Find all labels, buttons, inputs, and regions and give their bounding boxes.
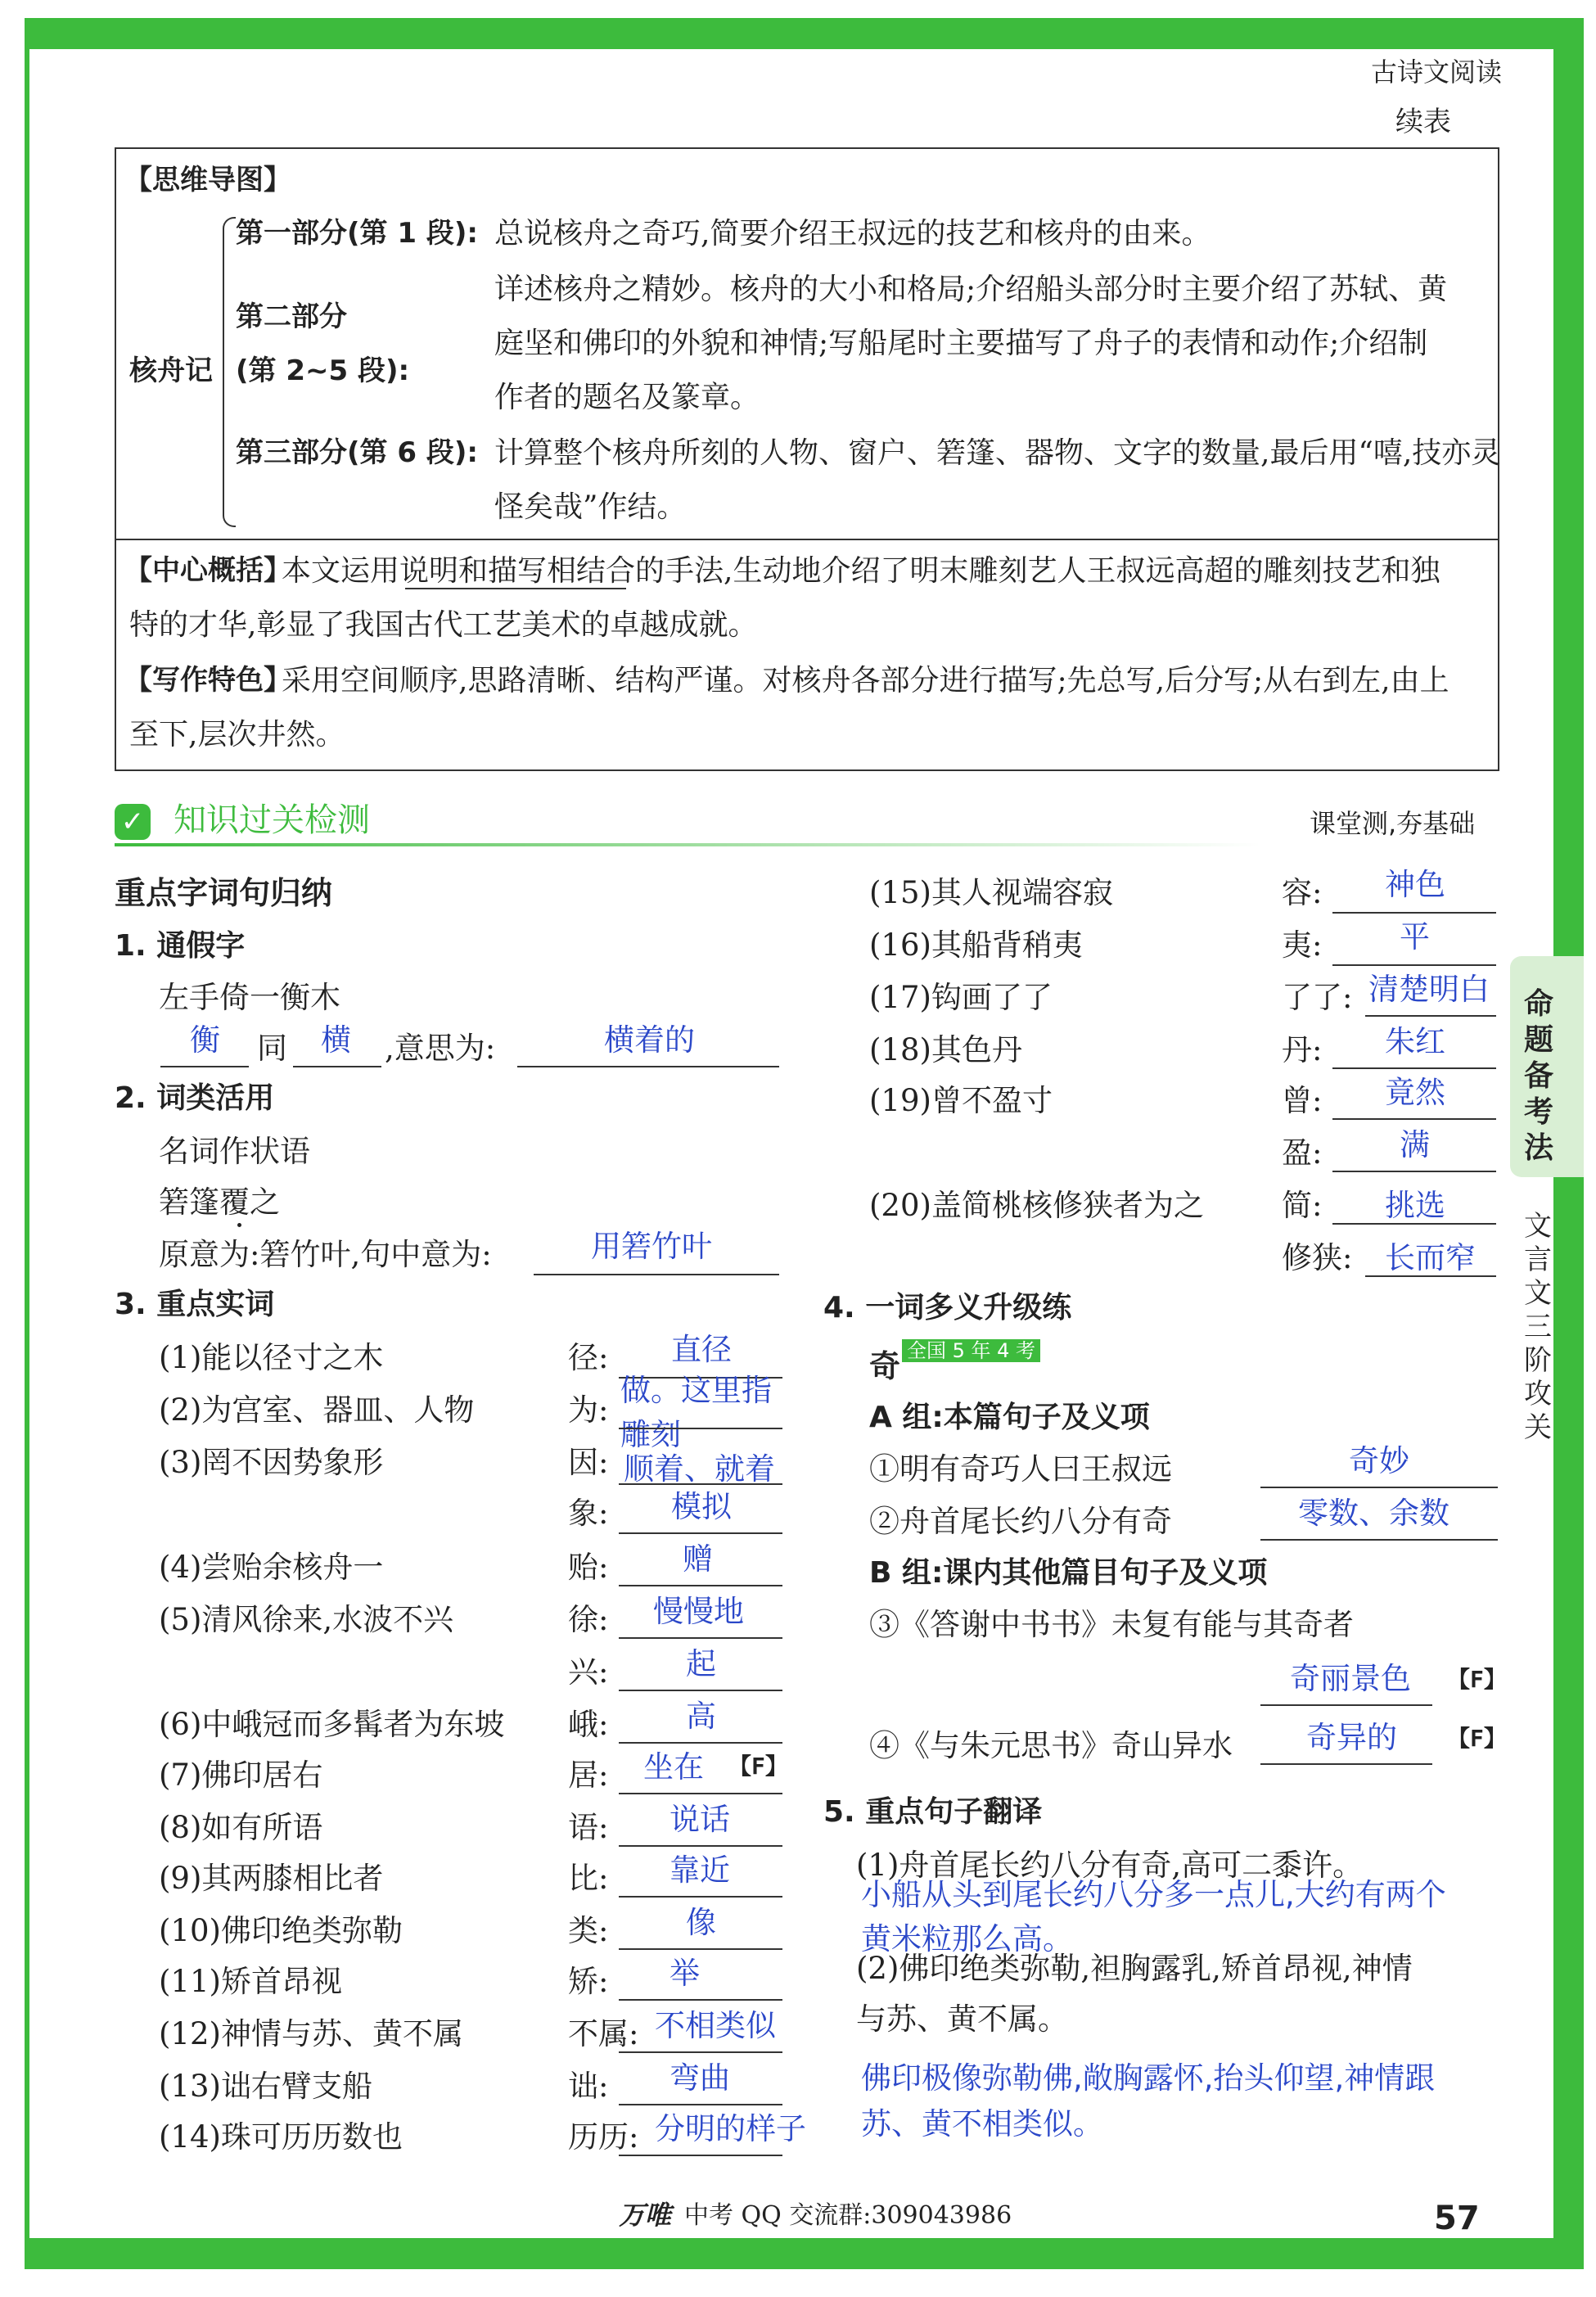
q3-answer-16: 分明的样子 xyxy=(655,2111,806,2146)
part-2-line-1: 详述核舟之精妙。核舟的大小和格局;介绍船头部分时主要介绍了苏轼、黄 xyxy=(494,273,1448,306)
q3-item-12: (10)佛印绝类弥勒 xyxy=(159,1913,403,1948)
q3-flag: 【F】 xyxy=(728,1753,788,1780)
q4-title: 4. 一词多义升级练 xyxy=(823,1291,1072,1324)
r-answer-19b: 满 xyxy=(1400,1127,1430,1162)
q3-blank-9 xyxy=(619,1793,782,1794)
q3-key-8: 峨: xyxy=(568,1707,609,1742)
q1-sentence: 左手倚一衡木 xyxy=(159,980,340,1015)
r-key-20b: 修狭: xyxy=(1282,1240,1353,1275)
r-answer-20b: 长而窄 xyxy=(1385,1240,1476,1275)
writing-line-1: 采用空间顺序,思路清晰、结构严谨。对核舟各部分进行描写;先总写,后分写;从右到左,由上 xyxy=(282,664,1449,697)
center-line-1: 本文运用说明和描写相结合的手法,生动地介绍了明末雕刻艺人王叔远高超的雕刻技艺和独 xyxy=(282,554,1440,588)
r-blank-19b xyxy=(1332,1171,1496,1172)
r-blank-20b xyxy=(1365,1275,1496,1277)
q3-key-13: 矫: xyxy=(568,1964,609,1999)
q5-sentence-2b: 与苏、黄不属。 xyxy=(856,2001,1068,2037)
q3-item-11: (9)其两膝相比者 xyxy=(159,1861,384,1896)
q5-title: 5. 重点句子翻译 xyxy=(823,1795,1043,1829)
section-header: 古诗文阅读 xyxy=(1371,56,1503,88)
q4-a2: ②舟首尾长约八分有奇 xyxy=(869,1504,1172,1539)
q3-blank-3 xyxy=(619,1483,782,1485)
footer-text: 中考 QQ 交流群:309043986 xyxy=(684,2201,1012,2230)
check-icon: ✓ xyxy=(115,804,151,840)
part-3-line-2: 怪矣哉”作结。 xyxy=(494,490,687,524)
q3-answer-3: 顺着、就着 xyxy=(624,1451,775,1487)
q3-item-8: (6)中峨冠而多髯者为东坡 xyxy=(159,1707,505,1742)
section-title-rule xyxy=(115,843,1260,846)
q3-key-1: 径: xyxy=(568,1340,609,1375)
q3-item-13: (11)矫首昂视 xyxy=(159,1964,342,1999)
r-item-16: (16)其船背稍夷 xyxy=(869,927,1083,963)
mindmap-label: 【思维导图】 xyxy=(124,164,291,196)
r-item-20: (20)盖简桃核修狭者为之 xyxy=(869,1188,1204,1223)
q3-key-14: 不属: xyxy=(568,2016,639,2051)
q3-blank-7 xyxy=(619,1690,782,1691)
q3-blank-16 xyxy=(619,2155,782,2156)
r-key-16: 夷: xyxy=(1282,927,1323,963)
r-answer-20: 挑选 xyxy=(1385,1188,1445,1223)
q3-blank-13 xyxy=(619,1999,782,2001)
q4-b4-flag: 【F】 xyxy=(1447,1725,1507,1752)
q2-sub: 名词作状语 xyxy=(159,1134,310,1169)
q5-answer-2a: 佛印极像弥勒佛,敞胸露怀,抬头仰望,神情跟 xyxy=(861,2060,1436,2096)
r-answer-17: 清楚明白 xyxy=(1368,972,1490,1007)
q3-answer-7: 起 xyxy=(686,1646,716,1681)
q3-answer-9: 坐在 xyxy=(643,1749,704,1785)
r-key-19: 曾: xyxy=(1282,1083,1323,1118)
q4-word: 奇 xyxy=(869,1348,901,1384)
part-2-line-3: 作者的题名及篆章。 xyxy=(494,381,760,414)
q4-b3-flag: 【F】 xyxy=(1447,1666,1507,1693)
center-underline xyxy=(405,588,626,589)
q3-blank-6 xyxy=(619,1637,782,1639)
q1-answer-1: 衡 xyxy=(190,1022,220,1058)
center-line-2: 特的才华,彰显了我国古代工艺美术的卓越成就。 xyxy=(129,608,758,642)
q5-sentence-1: (1)舟首尾长约八分有奇,高可二黍许。 xyxy=(856,1848,1364,1883)
r-answer-18: 朱红 xyxy=(1385,1024,1445,1059)
q3-key-10: 语: xyxy=(568,1810,609,1845)
side-tab-bottom-text: 文言文三阶攻关 xyxy=(1524,1210,1552,1444)
q3-item-2: (2)为宫室、器皿、人物 xyxy=(159,1392,475,1428)
q5-answer-2b: 苏、黄不相类似。 xyxy=(861,2106,1103,2141)
q3-answer-14: 不相类似 xyxy=(655,2008,776,2043)
q5-sentence-2a: (2)佛印绝类弥勒,袒胸露乳,矫首昂视,神情 xyxy=(856,1951,1413,1986)
r-key-19b: 盈: xyxy=(1282,1135,1323,1171)
q3-item-1: (1)能以径寸之木 xyxy=(159,1340,384,1375)
mindmap-root: 核舟记 xyxy=(129,354,213,387)
q4-group-b: B 组:课内其他篇目句子及义项 xyxy=(869,1556,1268,1590)
q3-item-16: (14)珠可历历数也 xyxy=(159,2119,403,2155)
part-2-range: (第 2~5 段): xyxy=(236,354,410,387)
left-heading: 重点字词句归纳 xyxy=(115,875,333,911)
r-key-20: 简: xyxy=(1282,1188,1323,1223)
q1-blank-1 xyxy=(160,1066,249,1067)
q4-b3-blank xyxy=(1260,1704,1432,1706)
section-title: 知识过关检测 xyxy=(174,801,370,839)
r-answer-19: 竟然 xyxy=(1385,1075,1445,1110)
q3-blank-2 xyxy=(619,1428,782,1429)
r-blank-15 xyxy=(1332,912,1496,914)
q3-key-6: 徐: xyxy=(568,1602,609,1637)
part-3-name: 第三部分(第 6 段): xyxy=(236,436,479,469)
side-tab-top-text: 命题备考法 xyxy=(1524,987,1554,1165)
q4-b4-blank xyxy=(1260,1763,1432,1765)
r-key-17: 了了: xyxy=(1282,980,1353,1015)
center-label: 【中心概括】 xyxy=(124,554,291,587)
q2-answer: 用箬竹叶 xyxy=(591,1229,712,1264)
q3-answer-10: 说话 xyxy=(670,1802,730,1837)
q4-b4: ④《与朱元思书》奇山异水 xyxy=(869,1728,1233,1763)
q3-blank-8 xyxy=(619,1742,782,1744)
q3-key-5: 贻: xyxy=(568,1550,609,1585)
r-blank-20 xyxy=(1332,1223,1496,1225)
q4-badge: 全国 5 年 4 考 xyxy=(902,1339,1040,1362)
q3-answer-1: 直径 xyxy=(671,1332,732,1367)
q3-key-2: 为: xyxy=(568,1392,609,1428)
q3-blank-11 xyxy=(619,1896,782,1898)
q1-blank-2 xyxy=(293,1066,381,1067)
section-tag: 课堂测,夯基础 xyxy=(1310,808,1476,839)
part-2-name: 第二部分 xyxy=(236,300,347,333)
q3-answer-15: 弯曲 xyxy=(670,2060,730,2096)
r-item-19: (19)曾不盈寸 xyxy=(869,1083,1053,1118)
q3-item-15: (13)诎右臂支船 xyxy=(159,2069,372,2104)
q3-answer-4: 模拟 xyxy=(671,1489,732,1524)
q2-title: 2. 词类活用 xyxy=(115,1081,275,1115)
q4-b3-answer: 奇丽景色 xyxy=(1290,1661,1411,1696)
part-1-line: 总说核舟之奇巧,简要介绍王叔远的技艺和核舟的由来。 xyxy=(494,217,1211,250)
r-item-18: (18)其色丹 xyxy=(869,1032,1022,1067)
q4-b3: ③《答谢中书书》未复有能与其奇者 xyxy=(869,1607,1354,1642)
q1-answer-2: 横 xyxy=(321,1022,351,1058)
q3-key-4: 象: xyxy=(568,1496,609,1531)
part-1-name: 第一部分(第 1 段): xyxy=(236,217,479,250)
part-2-line-2: 庭坚和佛印的外貌和神情;写船尾时主要描写了舟子的表情和动作;介绍制 xyxy=(494,327,1428,360)
q3-answer-13: 举 xyxy=(670,1956,700,1991)
r-blank-18 xyxy=(1332,1067,1496,1069)
q2-sentence: 箬篷覆之 xyxy=(159,1185,280,1220)
q5-answer-1a: 小船从头到尾长约八分多一点儿,大约有两个 xyxy=(861,1877,1446,1912)
q3-answer-11: 靠近 xyxy=(670,1852,730,1888)
q3-item-10: (8)如有所语 xyxy=(159,1810,323,1845)
q2-line: 原意为:箬竹叶,句中意为: xyxy=(159,1237,492,1272)
q3-blank-14 xyxy=(619,2051,782,2053)
page-number: 57 xyxy=(1434,2200,1480,2237)
writing-line-2: 至下,层次井然。 xyxy=(129,718,345,751)
r-blank-19 xyxy=(1332,1118,1496,1120)
q1-answer-3: 横着的 xyxy=(604,1022,695,1058)
left-border xyxy=(25,18,29,2269)
part-3-line-1: 计算整个核舟所刻的人物、窗户、箬篷、器物、文字的数量,最后用“嘻,技亦灵 xyxy=(494,436,1501,470)
q3-answer-2: 做。这里指雕刻 xyxy=(620,1373,772,1452)
q1-meaning-label: ,意思为: xyxy=(385,1031,496,1066)
r-blank-17 xyxy=(1365,1015,1496,1017)
q3-blank-5 xyxy=(619,1585,782,1586)
footer-brand: 万唯 xyxy=(619,2200,672,2231)
q5-answer-1b: 黄米粒那么高。 xyxy=(861,1921,1073,1956)
top-border xyxy=(25,18,1584,49)
r-key-15: 容: xyxy=(1282,875,1323,910)
q3-answer-12: 像 xyxy=(686,1905,716,1940)
q3-key-3: 因: xyxy=(568,1445,609,1480)
q3-item-3: (3)罔不因势象形 xyxy=(159,1445,384,1480)
r-blank-16 xyxy=(1332,964,1496,966)
q3-item-9: (7)佛印居右 xyxy=(159,1758,323,1793)
q1-same: 同 xyxy=(257,1031,287,1066)
q2-emphasis-dot xyxy=(237,1223,241,1227)
q3-key-11: 比: xyxy=(568,1861,609,1896)
q3-item-6: (5)清风徐来,水波不兴 xyxy=(159,1602,454,1637)
q4-b4-answer: 奇异的 xyxy=(1306,1720,1397,1755)
q1-title: 1. 通假字 xyxy=(115,929,246,963)
q3-answer-6: 慢慢地 xyxy=(653,1594,744,1629)
q3-item-5: (4)尝贻余核舟一 xyxy=(159,1550,384,1585)
q4-a2-answer: 零数、余数 xyxy=(1298,1496,1449,1531)
writing-label: 【写作特色】 xyxy=(124,664,291,697)
q3-title: 3. 重点实词 xyxy=(115,1288,275,1321)
q3-blank-12 xyxy=(619,1948,782,1950)
r-answer-15: 神色 xyxy=(1385,867,1445,902)
q3-blank-4 xyxy=(619,1532,782,1534)
q2-blank xyxy=(534,1274,779,1275)
q1-blank-3 xyxy=(517,1066,779,1067)
bottom-border xyxy=(25,2238,1584,2269)
q3-key-16: 历历: xyxy=(568,2119,639,2155)
mindmap-bracket xyxy=(223,217,236,527)
q3-answer-5: 赠 xyxy=(683,1541,713,1577)
r-item-15: (15)其人视端容寂 xyxy=(869,875,1113,910)
q4-a1-answer: 奇妙 xyxy=(1349,1443,1409,1478)
r-item-17: (17)钩画了了 xyxy=(869,980,1053,1015)
q3-blank-15 xyxy=(619,2104,782,2105)
q3-blank-10 xyxy=(619,1845,782,1847)
box-divider xyxy=(115,539,1498,540)
q4-a2-blank xyxy=(1260,1539,1498,1541)
q3-answer-8: 高 xyxy=(686,1699,716,1734)
q4-group-a: A 组:本篇句子及义项 xyxy=(869,1401,1150,1434)
r-key-18: 丹: xyxy=(1282,1032,1323,1067)
q3-item-14: (12)神情与苏、黄不属 xyxy=(159,2016,463,2051)
q3-key-12: 类: xyxy=(568,1913,609,1948)
q3-key-7: 兴: xyxy=(568,1654,609,1690)
q3-key-15: 诎: xyxy=(568,2069,609,2104)
r-answer-16: 平 xyxy=(1400,919,1430,954)
continued-label: 续表 xyxy=(1395,106,1451,138)
q4-a1-blank xyxy=(1260,1487,1498,1488)
q4-a1: ①明有奇巧人曰王叔远 xyxy=(869,1451,1172,1487)
q3-key-9: 居: xyxy=(568,1758,609,1793)
